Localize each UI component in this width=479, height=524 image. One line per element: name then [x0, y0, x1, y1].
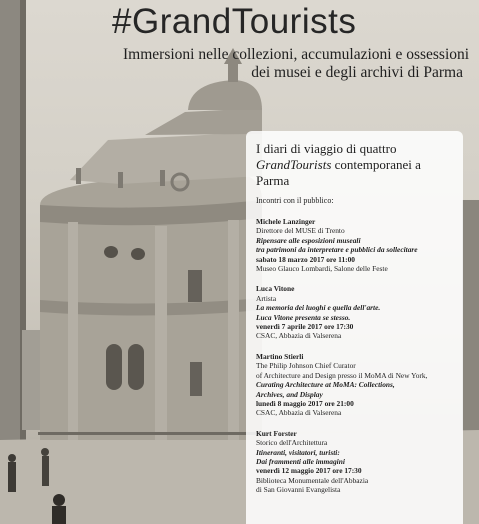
event-venue: CSAC, Abbazia di Valserena: [256, 331, 342, 341]
event-role: Direttore del MUSE di Trento: [256, 226, 345, 236]
event-role: Artista: [256, 293, 277, 303]
panel-intro: [256, 141, 455, 189]
event-title-line: Curating Architecture at MoMA: Collections,: [256, 380, 395, 390]
event-role: The Philip Johnson Chief Curator: [256, 361, 356, 371]
event-3: [256, 352, 455, 418]
subtitle: [123, 46, 470, 82]
event-2: [256, 284, 455, 340]
event-speaker: Martino Stierli: [256, 351, 304, 361]
event-1: [256, 217, 455, 273]
hashtag-title: #GrandTourists: [112, 2, 357, 41]
subtitle-line-1: Immersioni nelle collezioni, accumulazioni e ossessioni: [123, 46, 470, 63]
event-date: lunedì 8 maggio 2017 ore 21:00: [256, 398, 354, 408]
event-speaker: Michele Lanzinger: [256, 217, 316, 226]
intro-line-2: [256, 157, 455, 189]
event-title-line: Luca Vitone presenta se stesso.: [256, 312, 351, 322]
event-date: sabato 18 marzo 2017 ore 11:00: [256, 254, 356, 264]
event-title-line: Archives, and Display: [256, 389, 323, 399]
event-date: venerdì 12 maggio 2017 ore 17:30: [256, 466, 362, 476]
event-venue: CSAC, Abbazia di Valserena: [256, 408, 342, 418]
intro-rest: contemporanei a Parma: [256, 157, 421, 188]
event-role-line-2: of Architecture and Design presso il MoMA di New York,: [256, 370, 428, 380]
event-venue: Museo Glauco Lombardi, Salone delle Feste: [256, 264, 388, 274]
event-speaker: Luca Vitone: [256, 284, 295, 294]
event-title-line: Dai frammenti alle immagini: [256, 456, 345, 466]
event-date: venerdì 7 aprile 2017 ore 17:30: [256, 322, 354, 332]
event-speaker: Kurt Forster: [256, 428, 297, 438]
event-venue: Biblioteca Monumentale dell'Abbazia: [256, 475, 369, 485]
event-title-line: Ripensare alle esposizioni museali: [256, 235, 361, 245]
event-role: Storico dell'Architettura: [256, 438, 328, 448]
subtitle-line-2: dei musei e degli archivi di Parma: [251, 64, 463, 81]
intro-italic: GrandTourists: [256, 157, 332, 172]
event-title-line: tra patrimoni da interpretare e pubblici da sollecitare: [256, 245, 418, 255]
event-title-line: Itineranti, visitatori, turisti:: [256, 447, 340, 457]
intro-line-1: I diari di viaggio di quattro: [256, 141, 397, 156]
panel-label: Incontri con il pubblico:: [256, 196, 334, 205]
event-venue: di San Giovanni Evangelista: [256, 485, 341, 495]
events-panel: [246, 131, 463, 524]
event-title-line: La memoria dei luoghi e quella dell'arte.: [256, 303, 381, 313]
event-4: [256, 429, 455, 495]
